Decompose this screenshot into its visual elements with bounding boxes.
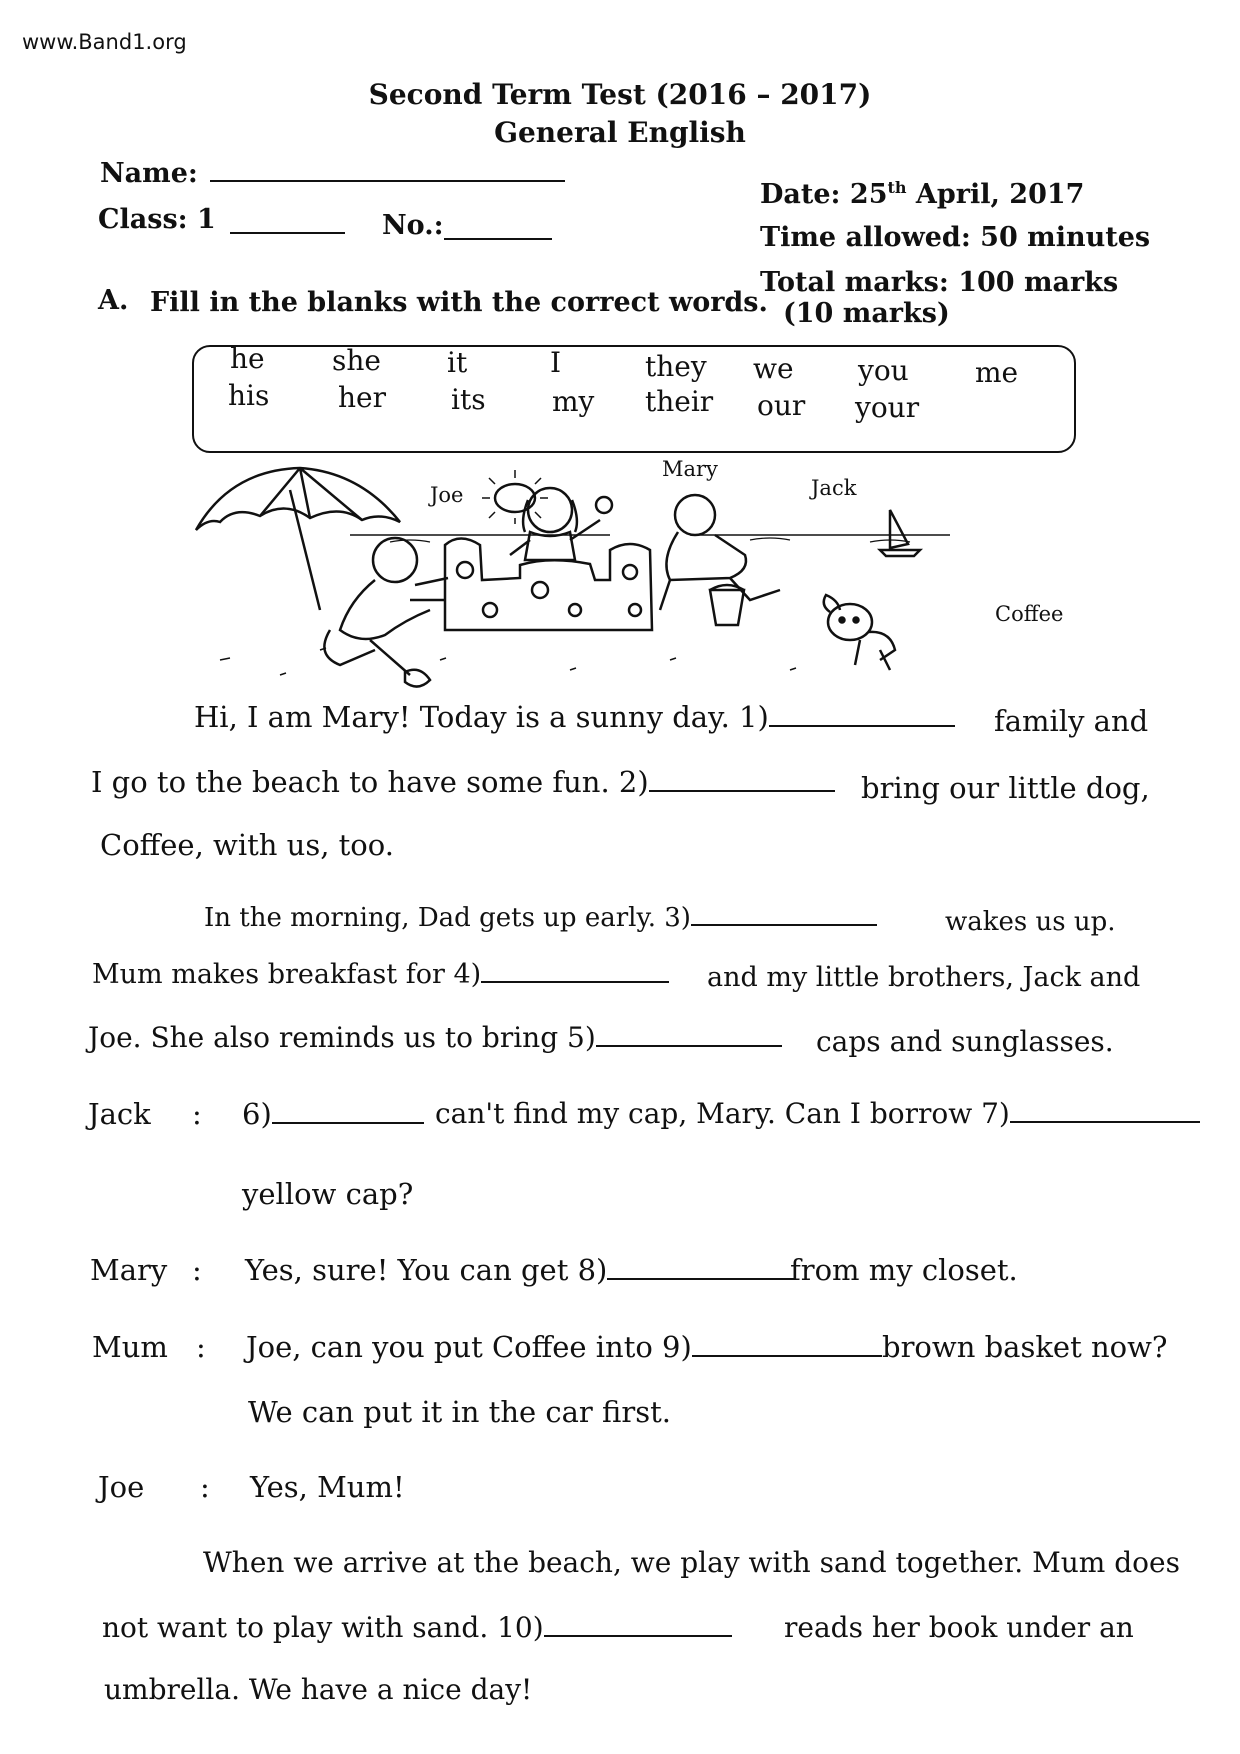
label-mary: Mary bbox=[662, 457, 718, 481]
blank-5[interactable] bbox=[596, 1021, 782, 1047]
time-allowed: Time allowed: 50 minutes bbox=[760, 222, 1151, 253]
word-my: my bbox=[552, 385, 595, 418]
dialogue-line: can't find my cap, Mary. Can I borrow 7) bbox=[435, 1097, 1200, 1130]
passage-line: In the morning, Dad gets up early. 3) bbox=[204, 900, 877, 933]
word-our: our bbox=[757, 389, 806, 422]
spade-icon bbox=[370, 640, 430, 687]
sandcastle-icon bbox=[445, 539, 652, 631]
speaker-mary: Mary bbox=[90, 1253, 168, 1287]
word-their: their bbox=[645, 385, 714, 418]
passage-line: not want to play with sand. 10) bbox=[102, 1611, 732, 1644]
word-her: her bbox=[338, 381, 386, 414]
name-label: Name: bbox=[100, 158, 198, 189]
word-your: your bbox=[855, 391, 920, 424]
passage-line: family and bbox=[994, 704, 1149, 738]
word-bank bbox=[192, 345, 1076, 453]
section-a-marks: (10 marks) bbox=[783, 298, 950, 329]
speaker-mum: Mum bbox=[92, 1330, 168, 1364]
blank-6[interactable] bbox=[272, 1098, 424, 1124]
passage-line: wakes us up. bbox=[945, 907, 1116, 937]
dialogue-line: We can put it in the car first. bbox=[248, 1395, 671, 1429]
jack-figure bbox=[660, 495, 780, 610]
word-its: its bbox=[451, 383, 486, 416]
speaker-jack: Jack bbox=[88, 1097, 151, 1131]
test-title: Second Term Test (2016 – 2017) bbox=[368, 78, 872, 111]
speaker-colon: : bbox=[196, 1330, 206, 1364]
sun-icon bbox=[482, 470, 548, 524]
joe-figure bbox=[324, 538, 448, 665]
subject-title: General English bbox=[494, 116, 746, 149]
passage-line: caps and sunglasses. bbox=[816, 1025, 1114, 1058]
mary-figure bbox=[510, 488, 612, 560]
label-joe: Joe bbox=[430, 483, 464, 507]
word-she: she bbox=[332, 344, 381, 377]
word-i: I bbox=[550, 346, 562, 379]
speaker-colon: : bbox=[192, 1253, 202, 1287]
dialogue-line: from my closet. bbox=[790, 1253, 1018, 1287]
word-it: it bbox=[447, 346, 468, 379]
class-label: Class: 1 bbox=[98, 204, 216, 235]
passage-line: and my little brothers, Jack and bbox=[707, 962, 1141, 993]
word-me: me bbox=[975, 356, 1019, 389]
word-they: they bbox=[645, 350, 707, 383]
section-a-letter: A. bbox=[98, 285, 129, 316]
blank-7[interactable] bbox=[1010, 1097, 1200, 1123]
total-marks: Total marks: 100 marks bbox=[760, 267, 1119, 298]
dialogue-line: 6) bbox=[242, 1097, 424, 1131]
name-field[interactable] bbox=[210, 180, 565, 182]
passage-line: When we arrive at the beach, we play with sand together. Mum does bbox=[203, 1546, 1180, 1579]
sailboat-icon bbox=[880, 510, 920, 556]
bucket-icon bbox=[710, 585, 744, 625]
speaker-joe: Joe bbox=[98, 1470, 145, 1504]
passage-line: I go to the beach to have some fun. 2) bbox=[91, 765, 835, 799]
speaker-colon: : bbox=[200, 1470, 210, 1504]
word-his: his bbox=[228, 379, 270, 412]
label-jack: Jack bbox=[811, 476, 857, 500]
passage-line: umbrella. We have a nice day! bbox=[104, 1673, 533, 1706]
dialogue-line: Joe, can you put Coffee into 9) bbox=[246, 1330, 882, 1364]
passage-line: bring our little dog, bbox=[861, 771, 1150, 805]
word-we: we bbox=[753, 352, 794, 385]
passage-line: reads her book under an bbox=[784, 1611, 1134, 1644]
dialogue-line: brown basket now? bbox=[882, 1330, 1168, 1364]
word-you: you bbox=[858, 354, 909, 387]
class-field[interactable] bbox=[230, 232, 345, 234]
beach-illustration bbox=[190, 460, 1010, 700]
passage-line: Coffee, with us, too. bbox=[100, 828, 394, 862]
speaker-colon: : bbox=[192, 1097, 202, 1131]
passage-line: Hi, I am Mary! Today is a sunny day. 1) bbox=[194, 700, 955, 734]
date-label: Date: 25th April, 2017 bbox=[760, 178, 1085, 210]
no-field[interactable] bbox=[444, 238, 552, 240]
blank-10[interactable] bbox=[544, 1611, 732, 1637]
section-a-instruction: Fill in the blanks with the correct words. bbox=[150, 287, 768, 318]
dialogue-line: yellow cap? bbox=[242, 1177, 414, 1211]
word-he: he bbox=[230, 342, 265, 375]
passage-line: Mum makes breakfast for 4) bbox=[92, 957, 669, 990]
site-watermark: www.Band1.org bbox=[22, 30, 187, 54]
blank-4[interactable] bbox=[481, 957, 669, 983]
passage-line: Joe. She also reminds us to bring 5) bbox=[88, 1021, 782, 1054]
dog-icon bbox=[824, 595, 895, 670]
dialogue-line: Yes, Mum! bbox=[250, 1470, 405, 1504]
blank-2[interactable] bbox=[649, 766, 835, 792]
no-label: No.: bbox=[382, 210, 444, 241]
blank-9[interactable] bbox=[692, 1331, 882, 1357]
blank-8[interactable] bbox=[607, 1254, 795, 1280]
blank-3[interactable] bbox=[691, 900, 877, 926]
blank-1[interactable] bbox=[769, 701, 955, 727]
dialogue-line: Yes, sure! You can get 8) bbox=[245, 1253, 795, 1287]
label-coffee: Coffee bbox=[995, 602, 1064, 626]
